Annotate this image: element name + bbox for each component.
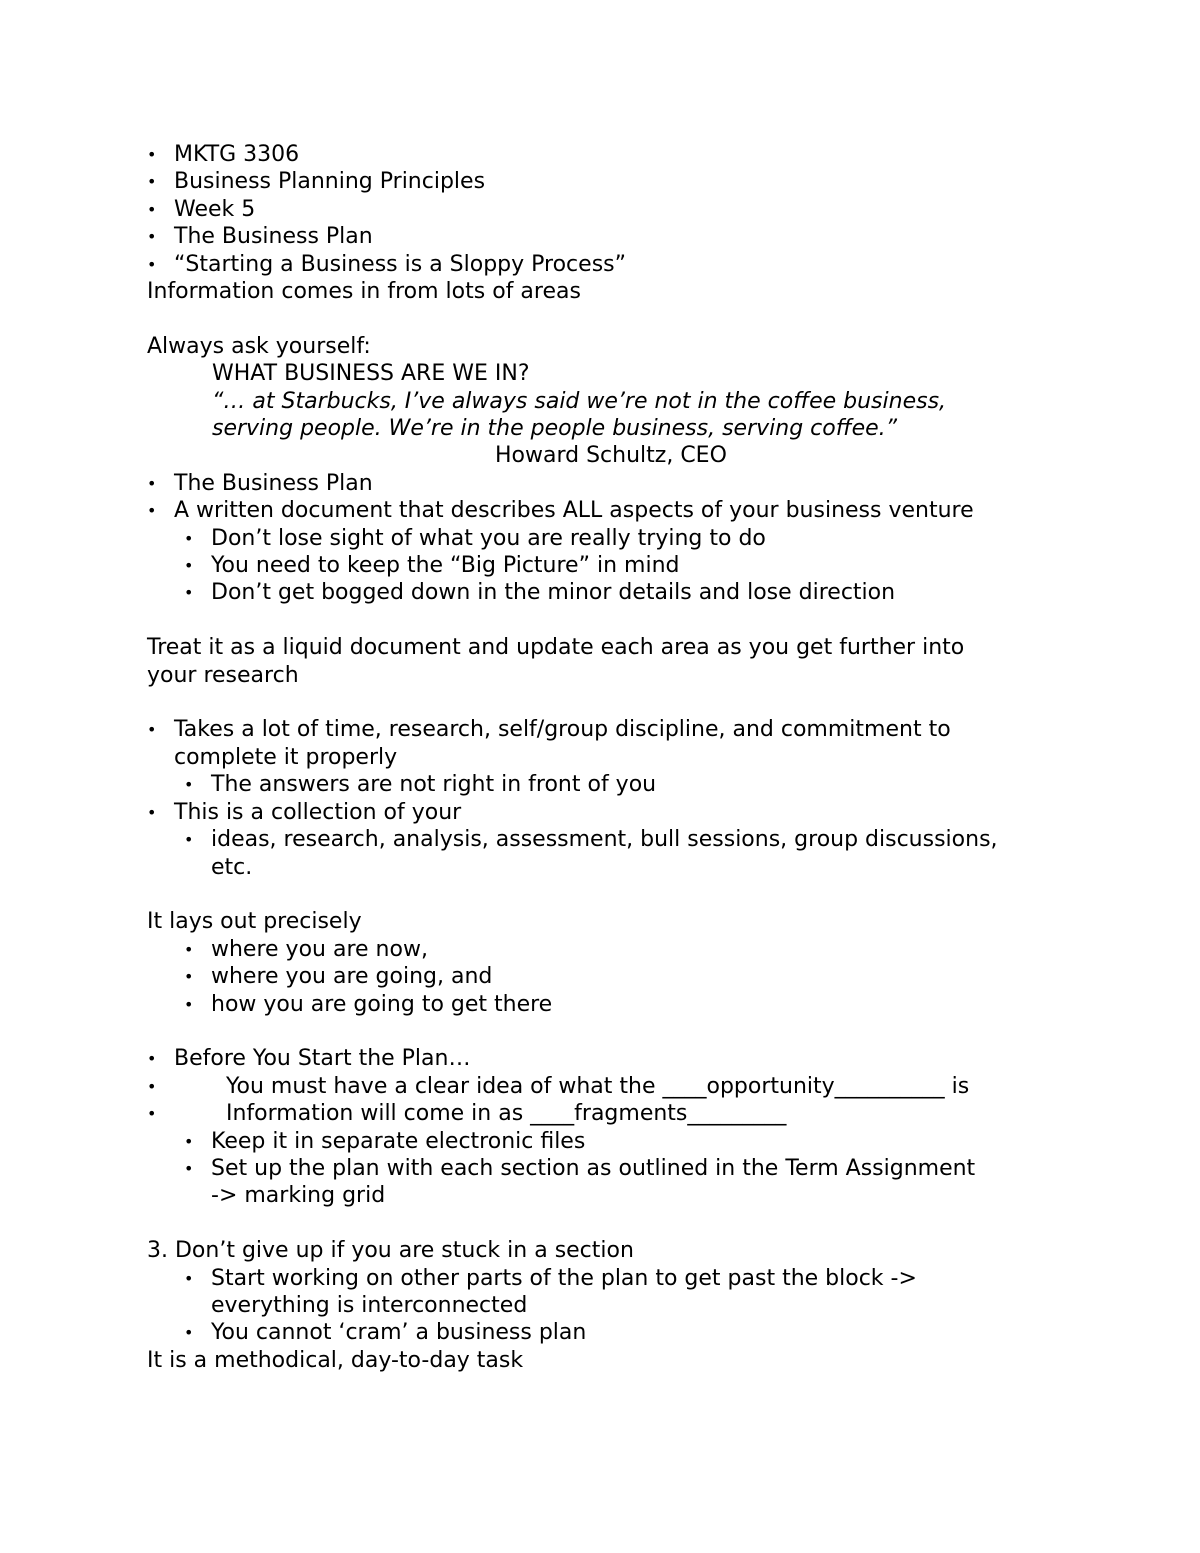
liquid-line-1: Treat it as a liquid document and update each area as you get further into [147,635,965,661]
plan-definition: • A written document that describes ALL aspects of your business venture [147,497,1107,524]
setup-line-cont: -> marking grid [211,1183,386,1209]
blank-line [147,1018,1107,1045]
lays-out-item: • how you are going to get there [147,991,1107,1018]
document-body [147,141,1107,1374]
stuck-item-1-cont: everything is interconnected [211,1292,528,1318]
ask-line: Always ask yourself: [147,333,371,359]
course-code: • MKTG 3306 [147,141,1107,168]
plan-sub-item: • Don’t get bogged down in the minor details and lose direction [147,579,1107,606]
before-sub-item: • Keep it in separate electronic files [147,1128,1107,1155]
setup-line: • Set up the plan with each section as outlined in the Term Assignment [147,1155,1107,1182]
topic-title: • The Business Plan [147,223,1107,250]
stuck-heading: 3. Don’t give up if you are stuck in a section [147,1238,634,1264]
effort-item-2-sub: • ideas, research, analysis, assessment, bull sessions, group discussions, [147,826,1107,853]
blank-line [147,607,1107,634]
lays-out-item: • where you are going, and [147,963,1107,990]
effort-item-1: • Takes a lot of time, research, self/group discipline, and commitment to [147,716,1107,743]
effort-item-2: • This is a collection of your [147,799,1107,826]
plan-sub-item: • You need to keep the “Big Picture” in mind [147,552,1107,579]
stuck-item-1: • Start working on other parts of the plan to get past the block -> [147,1265,1107,1292]
stuck-item-2: • You cannot ‘cram’ a business plan [147,1319,1107,1346]
quote-title: • “Starting a Business is a Sloppy Process” [147,251,1107,278]
plan-heading: • The Business Plan [147,470,1107,497]
business-question: WHAT BUSINESS ARE WE IN? [212,361,530,387]
blank-line [147,689,1107,716]
quote-line-1: “… at Starbucks, I’ve always said we’re not in the coffee business, [212,388,947,414]
effort-item-1-sub: • The answers are not right in front of you [147,771,1107,798]
blank-line [147,305,1107,332]
liquid-line-2: your research [147,662,299,688]
lays-out-heading: It lays out precisely [147,909,362,935]
quote-author: Howard Schultz, CEO [495,443,727,469]
blank-line [147,1210,1107,1237]
opportunity-line: • You must have a clear idea of what the ____opportunity__________ is [147,1073,1107,1100]
blank-line [147,881,1107,908]
effort-item-2-sub-cont: etc. [211,854,253,880]
course-subject: • Business Planning Principles [147,168,1107,195]
week-label: • Week 5 [147,196,1107,223]
lays-out-item: • where you are now, [147,936,1107,963]
fragments-line: • Information will come in as ____fragments_________ [147,1100,1107,1127]
plan-sub-item: • Don’t lose sight of what you are really trying to do [147,525,1107,552]
closing-line: It is a methodical, day-to-day task [147,1347,524,1373]
before-heading: • Before You Start the Plan… [147,1045,1107,1072]
effort-item-1-cont: complete it properly [174,744,398,770]
quote-line-2: serving people. We’re in the people business, serving coffee.” [212,416,898,442]
info-line: Information comes in from lots of areas [147,279,581,305]
